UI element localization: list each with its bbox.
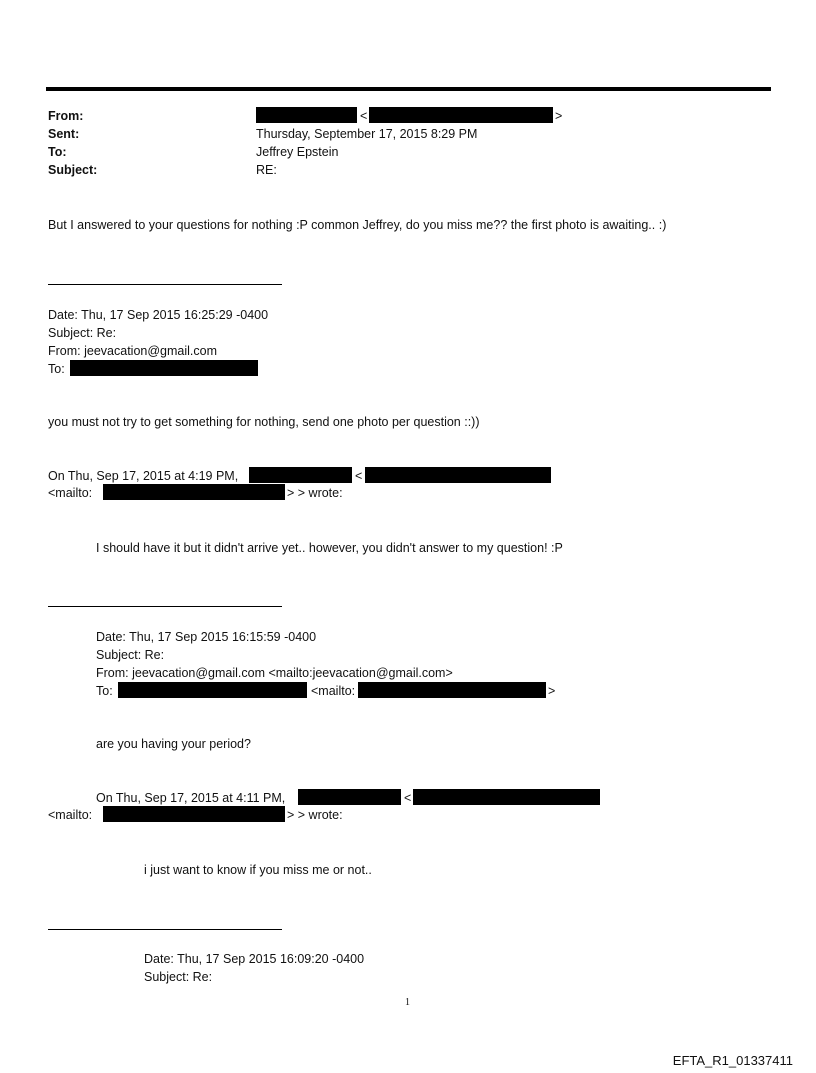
- redaction-quote1-sender: [249, 467, 352, 483]
- quote1-lt: <: [355, 469, 363, 483]
- quote2-message: are you having your period?: [96, 737, 251, 751]
- redaction-quote1-email: [365, 467, 551, 483]
- from-lt: <: [360, 109, 368, 123]
- redaction-quote2-email: [413, 789, 600, 805]
- redaction-from-name: [256, 107, 357, 123]
- quote2-reply: i just want to know if you miss me or not..: [144, 863, 372, 877]
- body-line: But I answered to your questions for nothing :P common Jeffrey, do you miss me?? the first photo is awaiting.. :): [48, 218, 667, 232]
- redaction-quote2-to-name: [118, 682, 307, 698]
- quote2-to-gt: >: [548, 684, 556, 698]
- separator-3: [48, 929, 282, 930]
- redaction-from-email: [369, 107, 553, 123]
- quote1-to: To:: [48, 362, 65, 376]
- redaction-quote1-to: [70, 360, 258, 376]
- redaction-quote1-mailto: [103, 484, 285, 500]
- quote3-subject: Subject: Re:: [144, 970, 213, 984]
- separator-2: [48, 606, 282, 607]
- quote1-message: you must not try to get something for nothing, send one photo per question ::)): [48, 415, 480, 429]
- sent-label: Sent:: [48, 127, 80, 141]
- quote2-to-mailto: <mailto:: [311, 684, 356, 698]
- to-label: To:: [48, 145, 67, 159]
- quote1-from: From: jeevacation@gmail.com: [48, 344, 217, 358]
- quote2-lt: <: [404, 791, 412, 805]
- to-value: Jeffrey Epstein: [256, 145, 339, 159]
- from-gt: >: [555, 109, 563, 123]
- redaction-quote2-to-email: [358, 682, 546, 698]
- quote2-date: Date: Thu, 17 Sep 2015 16:15:59 -0400: [96, 630, 317, 644]
- from-label: From:: [48, 109, 84, 123]
- page-number: 1: [405, 997, 410, 1008]
- subject-label: Subject:: [48, 163, 98, 177]
- quote2-from: From: jeevacation@gmail.com <mailto:jeevacation@gmail.com>: [96, 666, 453, 680]
- quote2-wrote: > > wrote:: [287, 808, 343, 822]
- redaction-quote2-sender: [298, 789, 401, 805]
- quote2-mailto: <mailto:: [48, 808, 93, 822]
- quote2-subject: Subject: Re:: [96, 648, 165, 662]
- subject-value: RE:: [256, 163, 277, 177]
- quote2-on-line: On Thu, Sep 17, 2015 at 4:11 PM,: [96, 791, 286, 805]
- quote1-subject: Subject: Re:: [48, 326, 117, 340]
- quote1-mailto: <mailto:: [48, 486, 93, 500]
- quote3-date: Date: Thu, 17 Sep 2015 16:09:20 -0400: [144, 952, 365, 966]
- header-rule: [46, 87, 771, 91]
- redaction-quote2-mailto: [103, 806, 285, 822]
- quote2-to: To:: [96, 684, 113, 698]
- quote1-wrote: > > wrote:: [287, 486, 343, 500]
- footer-id: EFTA_R1_01337411: [672, 1053, 793, 1068]
- separator-1: [48, 284, 282, 285]
- quote1-on-line: On Thu, Sep 17, 2015 at 4:19 PM,: [48, 469, 239, 483]
- quote1-date: Date: Thu, 17 Sep 2015 16:25:29 -0400: [48, 308, 269, 322]
- sent-value: Thursday, September 17, 2015 8:29 PM: [256, 127, 478, 141]
- quote1-reply: I should have it but it didn't arrive yet.. however, you didn't answer to my question! :P: [96, 541, 563, 555]
